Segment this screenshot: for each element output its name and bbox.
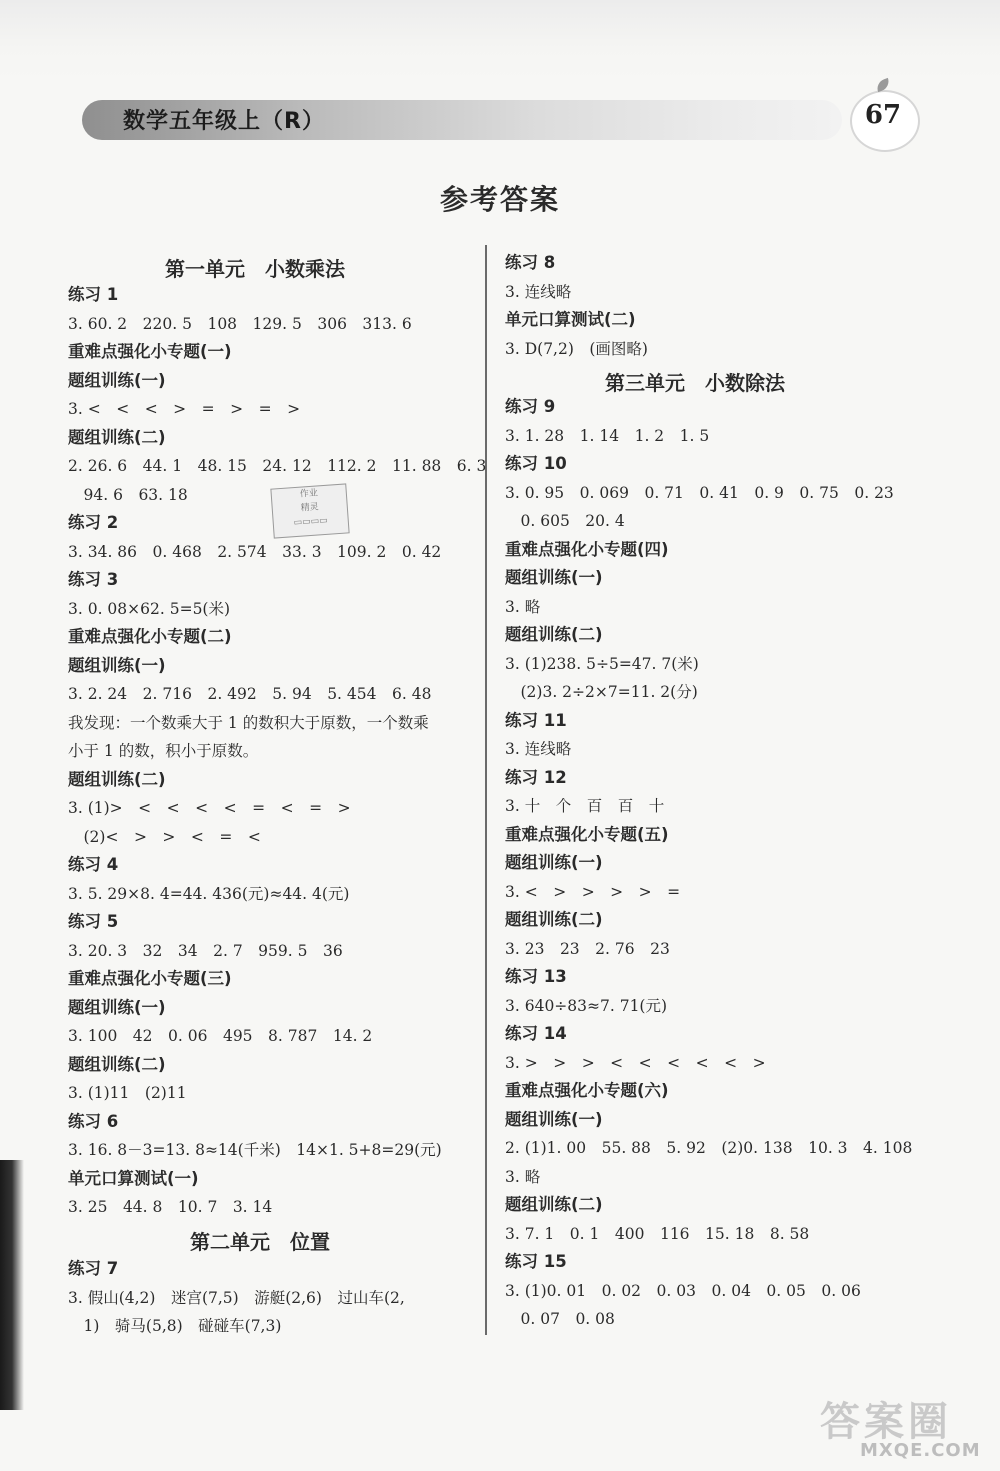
scan-top-noise [0,0,1000,80]
section-heading: 题组训练(二) [505,1195,603,1214]
section-heading: 练习 7 [68,1259,119,1278]
section-heading: 练习 2 [68,513,119,532]
answer-line: 我发现：一个数乘大于 1 的数积大于原数，一个数乘 [68,713,429,732]
answer-line: 3. 假山(4,2) 迷宫(7,5) 游艇(2,6) 过山车(2, [68,1288,405,1307]
section-heading: 题组训练(一) [68,997,166,1017]
section-heading: 重难点强化小专题(五) [505,824,669,844]
unit2-title: 第二单元 位置 [190,1230,330,1254]
scan-edge-shadow [0,1160,24,1410]
section-heading: 题组训练(二) [68,1054,166,1074]
section-heading: 练习 12 [505,767,567,787]
section-heading: 单元口算测试(一) [68,1168,199,1188]
section-heading: 练习 8 [505,253,556,272]
section-heading: 重难点强化小专题(二) [68,627,232,646]
answer-line: 3. 略 [505,1167,541,1186]
section-heading: 题组训练(二) [68,769,166,789]
answer-line: 0. 605 20. 4 [505,512,625,530]
answer-line: (2)3. 2÷2×7=11. 2(分) [505,683,698,701]
unit1-title: 第一单元 小数乘法 [165,257,345,281]
answer-line: 3. 0. 08×62. 5=5(米) [68,599,231,618]
section-heading: 题组训练(二) [505,910,603,929]
answer-line: 0. 07 0. 08 [505,1310,615,1328]
answer-line: 3. > > > < < < < < > [505,1053,766,1072]
section-heading: 练习 3 [68,570,119,589]
answer-line: 2. 26. 6 44. 1 48. 15 24. 12 112. 2 11. 88 6. 3 [68,457,487,475]
section-heading: 题组训练(一) [505,568,603,587]
answer-line: 3. 60. 2 220. 5 108 129. 5 306 313. 6 [68,314,412,333]
answer-line: 3. 2. 24 2. 716 2. 492 5. 94 5. 454 6. 48 [68,685,432,703]
answer-line: 3. D(7,2) (画图略) [505,339,648,358]
section-heading: 练习 1 [68,285,119,304]
answer-line: 94. 6 63. 18 [68,485,188,504]
answer-line: (2)< > > < = < [68,827,261,846]
column-divider [485,245,487,1335]
section-heading: 题组训练(一) [505,1109,603,1129]
section-heading: 练习 4 [68,855,119,874]
section-heading: 练习 5 [68,912,119,931]
answer-line: 小于 1 的数，积小于原数。 [68,742,259,760]
answer-line: 3. 略 [505,597,541,616]
answer-line: 3. 640÷83≈7. 71(元) [505,996,668,1015]
answer-line: 3. 0. 95 0. 069 0. 71 0. 41 0. 9 0. 75 0. 23 [505,483,894,502]
answer-line: 3. 25 44. 8 10. 7 3. 14 [68,1198,273,1216]
section-heading: 题组训练(二) [68,427,166,447]
answer-line: 3. 34. 86 0. 468 2. 574 33. 3 109. 2 0. 42 [68,542,442,561]
section-heading: 练习 6 [68,1111,119,1131]
answer-line: 3. 20. 3 32 34 2. 7 959. 5 36 [68,941,343,960]
section-heading: 题组训练(一) [68,655,166,675]
answer-line: 3. (1)11 (2)11 [68,1084,187,1102]
answer-line: 3. 连线略 [505,740,572,758]
section-heading: 练习 10 [505,454,567,473]
section-heading: 重难点强化小专题(三) [68,969,232,988]
answer-line: 3. < > > > > = [505,882,681,901]
watermark-logo: 答案圈 [820,1399,952,1445]
page-number: 67 [864,100,902,130]
section-heading: 题组训练(一) [505,853,603,872]
section-heading: 练习 13 [505,967,567,986]
answer-line: 3. 十 个 百 百 十 [505,797,665,815]
section-heading: 练习 15 [505,1252,567,1271]
answer-line: 3. 5. 29×8. 4=44. 436(元)≈44. 4(元) [68,884,350,903]
section-heading: 题组训练(二) [505,625,603,644]
answer-line: 3. (1)238. 5÷5=47. 7(米) [505,654,699,673]
answer-line: 3. 7. 1 0. 1 400 116 15. 18 8. 58 [505,1224,810,1243]
answer-line: 1) 骑马(5,8) 碰碰车(7,3) [68,1317,282,1335]
section-heading: 重难点强化小专题(一) [68,342,232,361]
answer-line: 3. 连线略 [505,282,572,301]
section-heading: 练习 9 [505,397,556,416]
section-heading: 题组训练(一) [68,370,166,390]
watermark-url: MXQE.COM [860,1440,981,1461]
answer-line: 3. < < < > = > = > [68,400,301,418]
answer-line: 3. (1)> < < < < = < = > [68,799,351,817]
section-heading: 练习 14 [505,1024,567,1043]
answer-line: 3. 23 23 2. 76 23 [505,939,670,958]
section-heading: 重难点强化小专题(四) [505,539,669,559]
answer-line: 3. 1. 28 1. 14 1. 2 1. 5 [505,426,710,445]
document-title: 参考答案 [439,183,560,216]
answer-line: 2. (1)1. 00 55. 88 5. 92 (2)0. 138 10. 3 4. 108 [505,1139,913,1157]
answer-line: 3. (1)0. 01 0. 02 0. 03 0. 04 0. 05 0. 06 [505,1281,861,1300]
stamp-seal: 作业 精灵 ▭▭▭▭ [270,483,349,538]
answer-line: 3. 16. 8－3=13. 8≈14(千米) 14×1. 5+8=29(元) [68,1141,442,1159]
section-heading: 单元口算测试(二) [505,310,636,329]
section-heading: 练习 11 [505,710,567,730]
book-title: 数学五年级上（R） [123,109,325,134]
answer-line: 3. 100 42 0. 06 495 8. 787 14. 2 [68,1027,373,1045]
section-heading: 重难点强化小专题(六) [505,1081,669,1100]
unit3-title: 第三单元 小数除法 [605,371,785,395]
